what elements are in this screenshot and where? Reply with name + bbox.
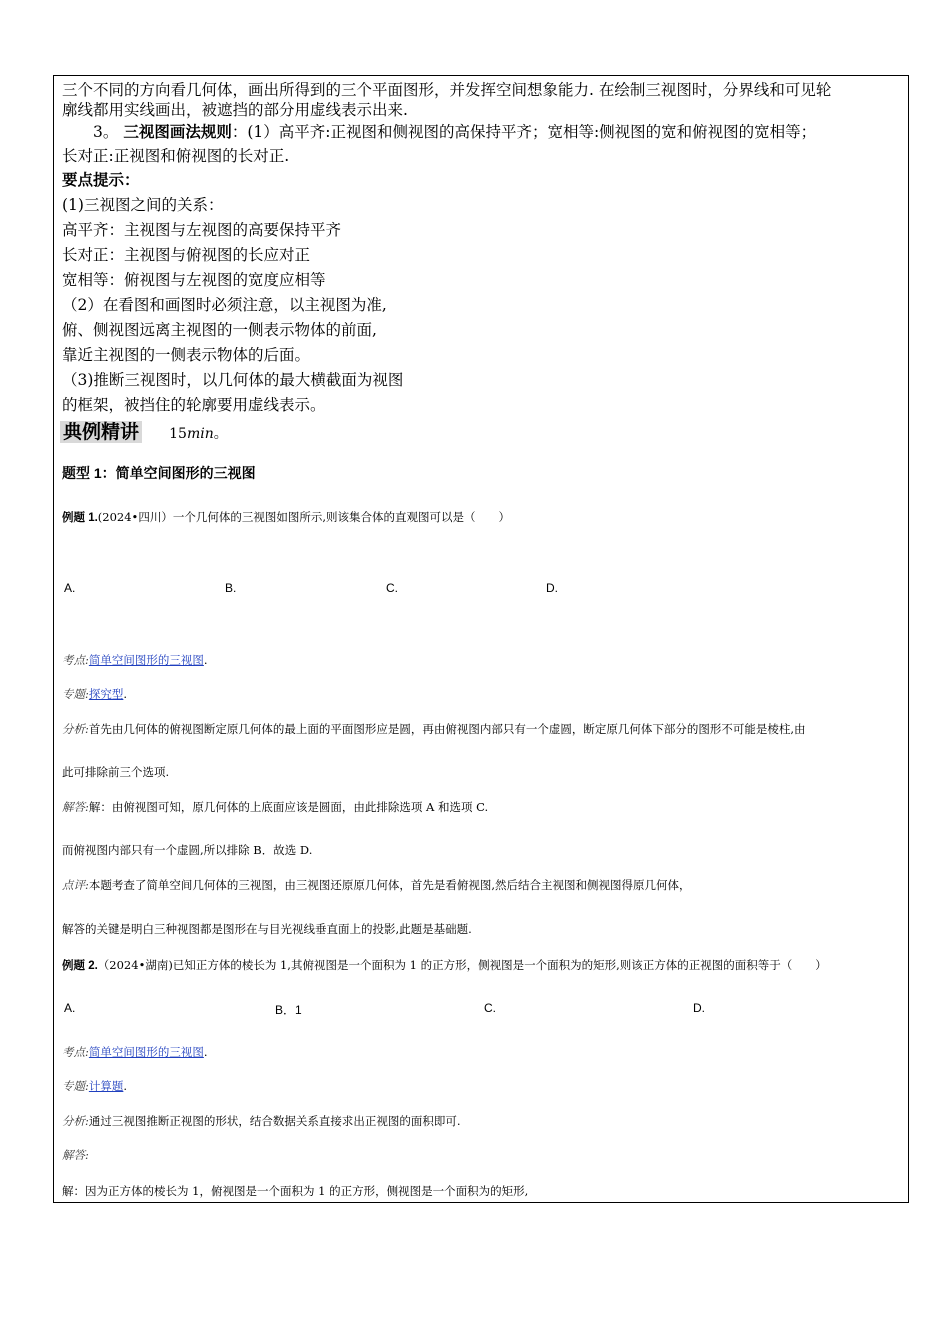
ex2-fenxi: 分析:通过三视图推断正视图的形状，结合数据关系直接求出正视图的面积即可.: [62, 1114, 461, 1128]
type1-title: 题型 1：简单空间图形的三视图: [62, 465, 256, 481]
intro-line-1: 三个不同的方向看几何体，画出所得到的三个平面图形，并发挥空间想象能力. 在绘制三视图时，分界线和可见轮: [62, 81, 832, 99]
ex1-fenxi-2: 此可排除前三个选项.: [62, 765, 170, 779]
tips-line-9: 的框架，被挡住的轮廓要用虚线表示。: [62, 396, 326, 414]
ex2-option-c[interactable]: C.: [484, 1001, 496, 1015]
ex1-jieda: 解答:解：由俯视图可知，原几何体的上底面应该是圆面，由此排除选项 A 和选项 C.: [62, 800, 489, 814]
ex2-kaodian: 考点:简单空间图形的三视图.: [62, 1045, 208, 1059]
tips-line-6: 俯、侧视图远离主视图的一侧表示物体的前面,: [62, 321, 377, 339]
section-title: 典例精讲: [60, 421, 142, 443]
section-header: [60, 417, 228, 444]
ex2-option-a[interactable]: A.: [64, 1001, 76, 1015]
example-2-question: [62, 957, 827, 974]
ex1-option-c[interactable]: C.: [386, 581, 398, 595]
ex1-fenxi: 分析:首先由几何体的俯视图断定原几何体的最上面的平面图形应是圆，再由俯视图内部只有一个虚圆，断定原几何体下部分的图形不可能是棱柱,由: [62, 722, 806, 736]
ex2-option-d[interactable]: D.: [693, 1001, 705, 1015]
rule-line: [93, 122, 816, 143]
ex1-kaodian-link[interactable]: 简单空间图形的三视图: [88, 653, 204, 667]
rule-number: 3。: [93, 123, 119, 141]
tips-line-5: （2）在看图和画图时必须注意，以主视图为准,: [62, 296, 387, 314]
tips-line-3: 长对正：主视图与俯视图的长应对正: [62, 246, 311, 264]
tips-title: 要点提示：: [62, 172, 140, 189]
tips-line-2: 高平齐：主视图与左视图的高要保持平齐: [62, 221, 342, 239]
ex1-dianping: 点评:本题考查了简单空间几何体的三视图，由三视图还原原几何体，首先是看俯视图,然后结合主视图和侧视图得原几何体，: [62, 878, 691, 892]
ex1-dianping-2: 解答的关键是明白三种视图都是图形在与目光视线垂直面上的投影,此题是基础题.: [62, 922, 472, 936]
tips-line-1: (1)三视图之间的关系：: [62, 196, 224, 214]
ex1-zhuanti-link[interactable]: 探究型: [88, 687, 124, 701]
time-estimate: 15min。: [169, 426, 228, 442]
ex2-zhuanti-link[interactable]: 计算题: [88, 1079, 124, 1093]
tips-line-4: 宽相等：俯视图与左视图的宽度应相等: [62, 271, 326, 289]
example-1-label: 例题 1.: [62, 512, 98, 524]
example-2-text: （2024•湖南)已知正方体的棱长为 1,其俯视图是一个面积为 1 的正方形，侧视图是一个面积为的矩形,则该正方体的正视图的面积等于（ ）: [97, 958, 827, 972]
example-1-text: (2024•四川）一个几何体的三视图如图所示,则该集合体的直观图可以是（ ）: [97, 510, 510, 524]
rule-text: ：(1）高平齐:正视图和侧视图的高保持平齐；宽相等:侧视图的宽和俯视图的宽相等；: [231, 123, 817, 141]
rule-line-2: 长对正:正视图和俯视图的长对正.: [62, 147, 290, 165]
intro-line-2: 廓线都用实线画出，被遮挡的部分用虚线表示出来.: [62, 101, 408, 119]
ex1-option-d[interactable]: D.: [546, 581, 558, 595]
tips-line-8: （3)推断三视图时，以几何体的最大横截面为视图: [62, 371, 404, 389]
ex2-kaodian-link[interactable]: 简单空间图形的三视图: [88, 1045, 204, 1059]
ex1-option-a[interactable]: A.: [64, 581, 76, 595]
ex2-jieda-label: 解答:: [62, 1148, 89, 1162]
tips-line-7: 靠近主视图的一侧表示物体的后面。: [62, 346, 311, 364]
ex1-zhuanti: 专题:探究型.: [62, 687, 128, 701]
rule-title: 三视图画法规则: [123, 124, 232, 141]
ex1-kaodian: 考点:简单空间图形的三视图.: [62, 653, 208, 667]
ex1-option-b[interactable]: B.: [225, 581, 237, 595]
example-1-question: [62, 509, 510, 526]
ex2-zhuanti: 专题:计算题.: [62, 1079, 128, 1093]
example-2-label: 例题 2.: [62, 960, 98, 972]
ex2-option-b[interactable]: B．1: [275, 1003, 302, 1017]
ex2-jieda-1: 解：因为正方体的棱长为 1，俯视图是一个面积为 1 的正方形，侧视图是一个面积为的矩形,: [62, 1184, 529, 1198]
ex1-jieda-2: 而俯视图内部只有一个虚圆,所以排除 B．故选 D.: [62, 843, 313, 857]
